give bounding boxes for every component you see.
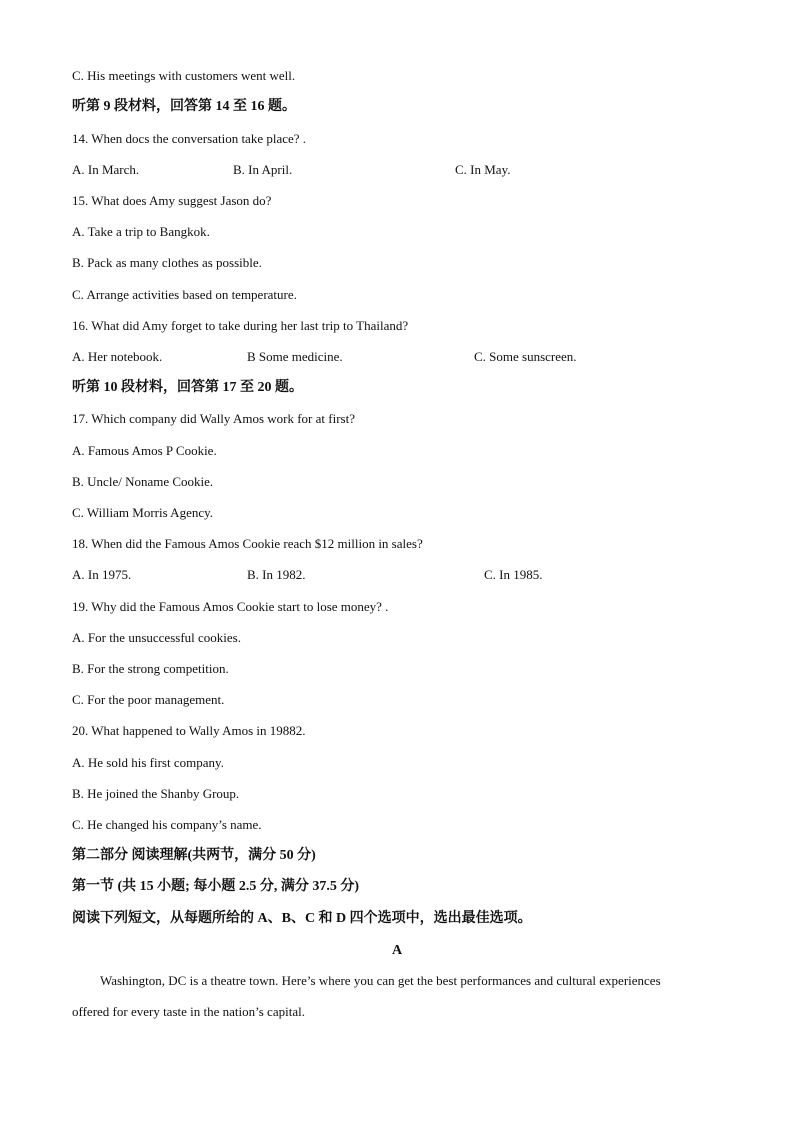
question-15: 15. What does Amy suggest Jason do? xyxy=(72,193,272,208)
option-line: C. His meetings with customers went well. xyxy=(72,68,296,83)
question-16: 16. What did Amy forget to take during her last trip to Thailand? xyxy=(72,318,409,333)
paragraph-line-2: offered for every taste in the nation’s capital. xyxy=(72,1004,305,1019)
option-19b: B. For the strong competition. xyxy=(72,661,229,676)
option-14c: C. In May. xyxy=(455,162,511,177)
option-19a: A. For the unsuccessful cookies. xyxy=(72,630,241,645)
option-17c: C. William Morris Agency. xyxy=(72,505,214,520)
option-17a: A. Famous Amos P Cookie. xyxy=(72,443,217,458)
option-15b: B. Pack as many clothes as possible. xyxy=(72,255,262,270)
option-15a: A. Take a trip to Bangkok. xyxy=(72,224,210,239)
passage-label: A xyxy=(391,943,403,958)
question-14: 14. When docs the conversation take place? . xyxy=(72,131,307,146)
question-19: 19. Why did the Famous Amos Cookie start to lose money? . xyxy=(72,599,389,614)
option-19c: C. For the poor management. xyxy=(72,692,225,707)
option-20b: B. He joined the Shanby Group. xyxy=(72,786,240,801)
question-20: 20. What happened to Wally Amos in 19882. xyxy=(72,723,306,738)
option-18c: C. In 1985. xyxy=(484,567,543,582)
part-heading: 第二部分 阅读理解(共两节，满分 50 分) xyxy=(72,848,316,863)
option-18b: B. In 1982. xyxy=(247,567,306,582)
option-20a: A. He sold his first company. xyxy=(72,755,224,770)
option-17b: B. Uncle/ Noname Cookie. xyxy=(72,474,214,489)
option-20c: C. He changed his company’s name. xyxy=(72,817,262,832)
section-heading-9: 听第 9 段材料，回答第 14 至 16 题。 xyxy=(72,99,296,114)
option-14b: B. In April. xyxy=(233,162,293,177)
option-16a: A. Her notebook. xyxy=(72,349,163,364)
option-16b: B Some medicine. xyxy=(247,349,343,364)
question-18: 18. When did the Famous Amos Cookie reach $12 million in sales? xyxy=(72,536,423,551)
option-14a: A. In March. xyxy=(72,162,140,177)
option-16c: C. Some sunscreen. xyxy=(474,349,577,364)
instructions: 阅读下列短文，从每题所给的 A、B、C 和 D 四个选项中，选出最佳选项。 xyxy=(72,911,532,926)
option-15c: C. Arrange activities based on temperature. xyxy=(72,287,297,302)
option-18a: A. In 1975. xyxy=(72,567,132,582)
paragraph-line-1: Washington, DC is a theatre town. Here’s where you can get the best performances and cultural experiences xyxy=(100,973,661,988)
question-17: 17. Which company did Wally Amos work for at first? xyxy=(72,411,355,426)
section-heading-10: 听第 10 段材料，回答第 17 至 20 题。 xyxy=(72,380,303,395)
section-heading: 第一节 (共 15 小题; 每小题 2.5 分, 满分 37.5 分) xyxy=(72,879,359,894)
